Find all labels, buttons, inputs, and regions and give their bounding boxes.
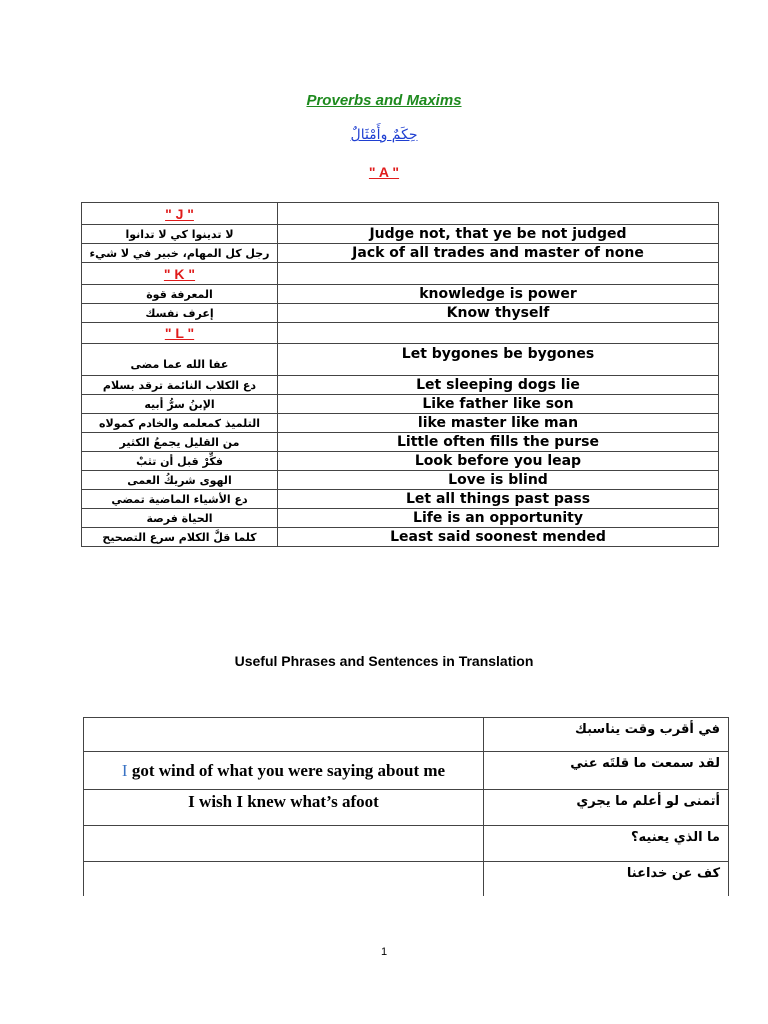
arabic-proverb: دع الأشياء الماضية تمضي [82,490,278,509]
section-header-row [82,203,719,225]
arabic-proverb: الحياة فرصة [82,509,278,528]
english-phrase [84,790,484,826]
arabic-proverb: دع الكلاب النائمة ترقد بسلام [82,376,278,395]
table-row [82,414,719,433]
english-proverb: Let all things past pass [278,490,719,509]
arabic-proverb: الهوى شريكُ العمى [82,471,278,490]
english-phrase [84,752,484,790]
arabic-proverb: لا تدينوا كي لا تدانوا [82,225,278,244]
phrase-text: got wind of what you were saying about me [127,760,446,780]
letter-j: " J " [165,205,194,222]
table-row [82,304,719,323]
table-row [84,826,729,862]
english-proverb: Know thyself [278,304,719,323]
table-row [84,790,729,826]
english-proverb: Let sleeping dogs lie [278,376,719,395]
english-phrase [84,862,484,896]
english-proverb: Like father like son [278,395,719,414]
english-proverb: Let bygones be bygones [278,344,719,376]
table-row [84,862,729,896]
table-row [82,285,719,304]
english-proverb: Little often fills the purse [278,433,719,452]
arabic-proverb: المعرفة قوة [82,285,278,304]
translation-table [83,717,729,896]
english-phrase [84,718,484,752]
letter-header-cell [82,203,278,225]
english-proverb: Judge not, that ye be not judged [278,225,719,244]
section-header-row [82,263,719,285]
english-proverb: Jack of all trades and master of none [278,244,719,263]
arabic-proverb: إعرف نفسك [82,304,278,323]
table-row [82,225,719,244]
letter-header-cell [82,263,278,285]
arabic-proverb: كلما قلَّ الكلام سرع التصحيح [82,528,278,547]
letter-l: " L " [164,325,195,341]
table-row [82,490,719,509]
arabic-subtitle: حِكَمٌ وأَمْثَالٌ [350,127,418,143]
english-proverb: Life is an opportunity [278,509,719,528]
arabic-proverb: التلميذ كمعلمه والخادم كمولاه [82,414,278,433]
table-row [82,433,719,452]
document-title: Proverbs and Maxims [306,92,462,109]
useful-phrases-heading: Useful Phrases and Sentences in Translation [234,653,534,669]
phrase-text: I wish I knew what’s afoot [188,792,379,811]
english-proverb: Love is blind [278,471,719,490]
english-proverb: Least said soonest mended [278,528,719,547]
english-proverb: like master like man [278,414,719,433]
section-letter-a: " A " [368,164,400,180]
phrase-prefix: I [121,760,128,780]
table-row [82,344,719,376]
table-row [84,718,729,752]
arabic-phrase: لقد سمعت ما قلتَه عني [484,752,729,790]
page-number: 1 [380,946,388,958]
letter-header-cell [82,323,278,344]
proverbs-table [81,202,719,547]
table-row [82,395,719,414]
table-row [82,509,719,528]
english-proverb: knowledge is power [278,285,719,304]
arabic-proverb: الإبنُ سرُّ أبيه [82,395,278,414]
arabic-proverb: فكِّرْ قبل أن تثبْ [82,452,278,471]
arabic-phrase: كف عن خداعنا [484,862,729,896]
english-proverb: Look before you leap [278,452,719,471]
empty-cell [278,203,719,225]
english-phrase [84,826,484,862]
table-row [84,752,729,790]
arabic-phrase: أتمنى لو أعلم ما يجري [484,790,729,826]
letter-k: " K " [163,265,196,282]
arabic-phrase: ما الذي يعنيه؟ [484,826,729,862]
table-row [82,376,719,395]
table-row [82,244,719,263]
table-row [82,471,719,490]
arabic-proverb: رجل كل المهام، خبير في لا شيء [82,244,278,263]
section-header-row [82,323,719,344]
arabic-proverb: عفا الله عما مضى [82,344,278,376]
empty-cell [278,323,719,344]
arabic-proverb: من القليل يجمعُ الكثير [82,433,278,452]
empty-cell [278,263,719,285]
table-row [82,528,719,547]
arabic-phrase: في أقرب وقت يناسبك [484,718,729,752]
table-row [82,452,719,471]
